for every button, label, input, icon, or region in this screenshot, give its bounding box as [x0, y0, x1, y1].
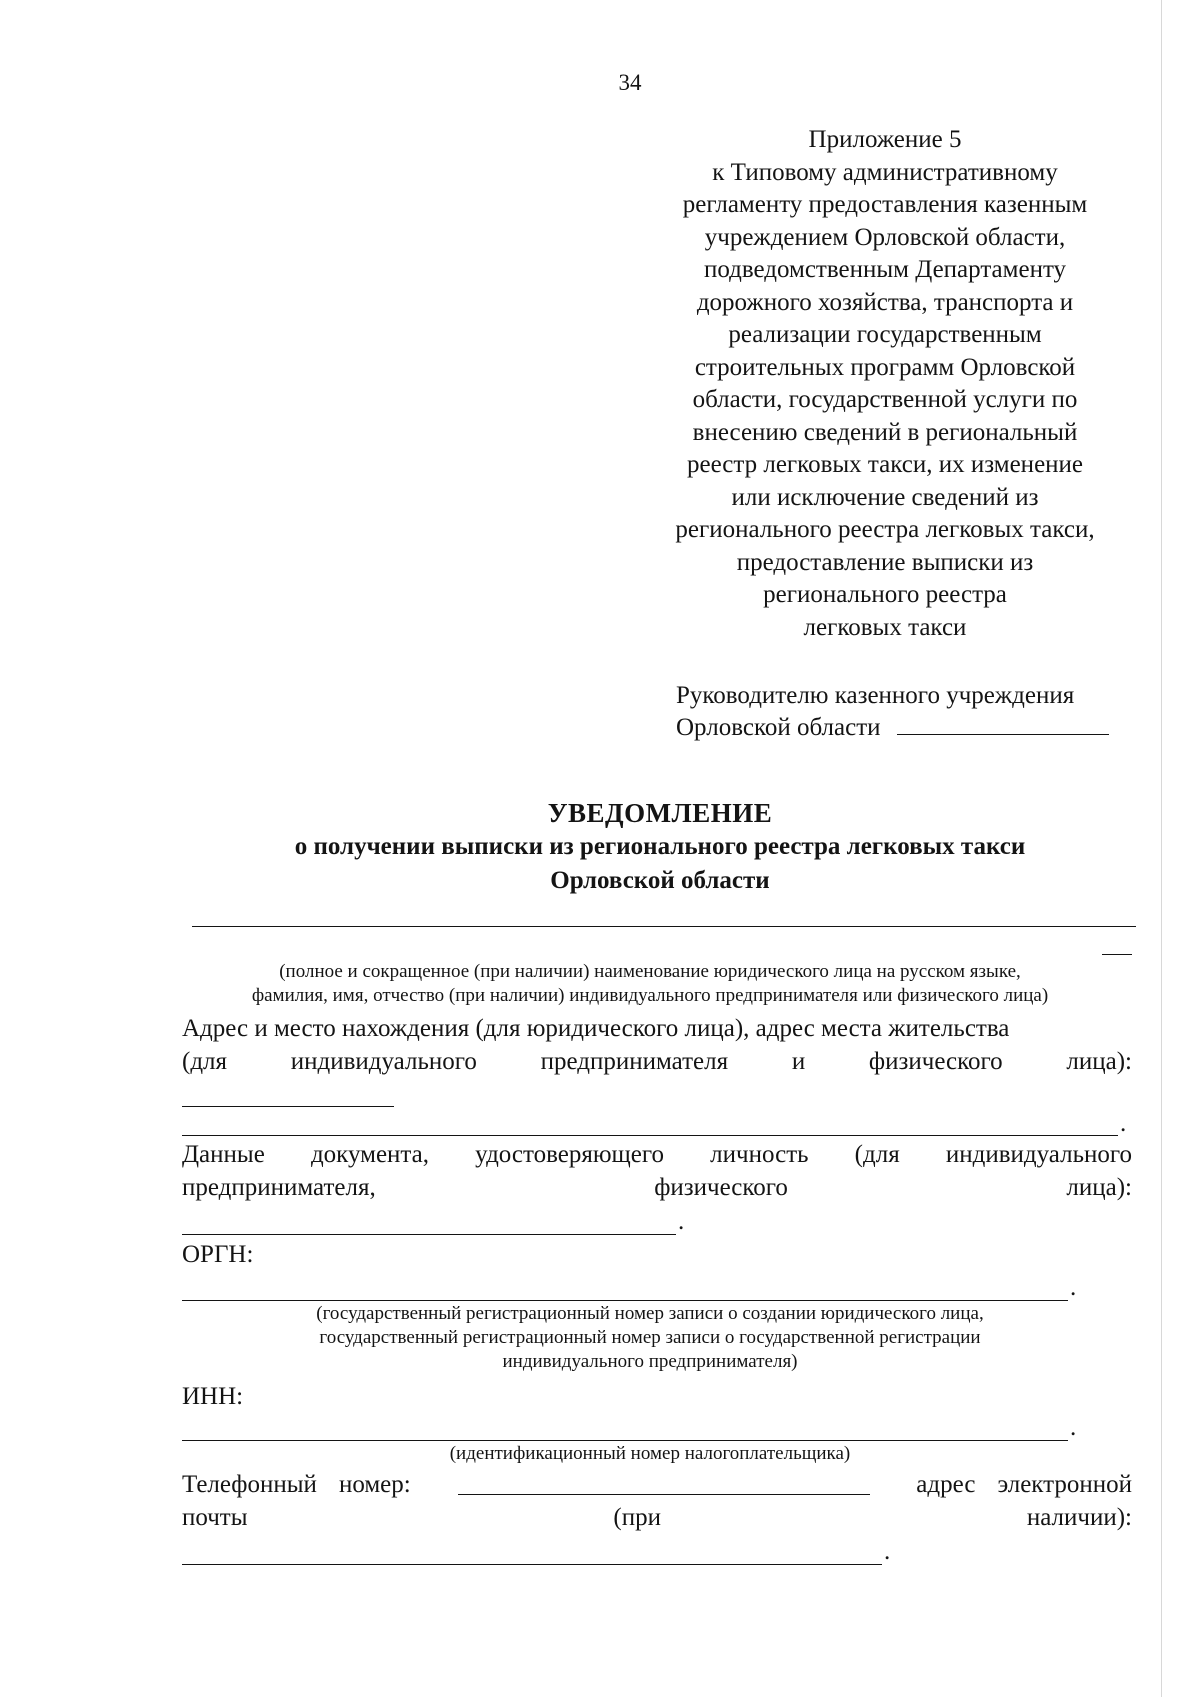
address-word: индивидуального	[290, 1048, 477, 1075]
appendix-line: дорожного хозяйства, транспорта и	[696, 288, 1074, 316]
identity-word: личность	[710, 1141, 809, 1168]
identity-word: предпринимателя,	[182, 1174, 376, 1201]
email-word: (при	[613, 1504, 661, 1531]
identity-label	[182, 1138, 1132, 1204]
addressee-line-2	[676, 712, 1136, 744]
appendix-line: или исключение сведений из	[731, 483, 1039, 511]
page-number: 34	[618, 70, 642, 95]
appendix-line: легковых такси	[803, 613, 967, 641]
appendix-line: регионального реестра	[763, 581, 1007, 608]
identity-word: документа,	[310, 1141, 430, 1168]
inn-field-period: .	[1070, 1414, 1077, 1441]
phone-label	[182, 1468, 411, 1501]
appendix-line: регламенту предоставления казенным	[682, 191, 1088, 218]
inn-caption-line: (идентификационный номер налогоплательщика)	[449, 1443, 851, 1464]
ogrn-label: ОРГН:	[182, 1241, 254, 1268]
scan-edge-line	[1161, 0, 1162, 1697]
applicant-name-field[interactable]	[192, 926, 1136, 927]
email-word: почты	[182, 1504, 248, 1531]
address-line-1	[182, 1012, 1132, 1045]
address-word: лица):	[1066, 1048, 1132, 1075]
address-field-line-1[interactable]	[182, 1106, 394, 1107]
address-line-1-text: Адрес и место нахождения (для юридического лица), адрес места жительства	[182, 1015, 1010, 1042]
title-subtitle-1: о получении выписки из регионального реестра легковых такси	[294, 833, 1026, 860]
addressee-line-1: Руководителю казенного учреждения	[676, 682, 1075, 709]
applicant-caption-line-1: (полное и сокращенное (при наличии) наименование юридического лица на русском языке,	[279, 961, 1021, 982]
identity-word: физического	[654, 1174, 788, 1201]
phone-field[interactable]	[458, 1494, 870, 1495]
inn-label: ИНН:	[182, 1383, 244, 1410]
identity-field-period: .	[678, 1208, 685, 1235]
appendix-line: внесению сведений в региональный	[692, 418, 1078, 446]
email-word: адрес	[916, 1471, 976, 1498]
contacts-label	[182, 1468, 1132, 1534]
inn-caption	[160, 1442, 1140, 1466]
appendix-line: регионального реестра легковых такси,	[675, 516, 1095, 543]
addressee-block	[676, 680, 1136, 744]
title-subtitle-2: Орловской области	[550, 867, 770, 894]
email-field-period: .	[884, 1538, 891, 1565]
address-line-2	[182, 1045, 1132, 1078]
address-word: (для	[182, 1048, 228, 1075]
appendix-line: учреждением Орловской области,	[704, 223, 1066, 251]
appendix-line: строительных программ Орловской	[694, 353, 1076, 381]
appendix-line: подведомственным Департаменту	[703, 256, 1067, 283]
notice-title	[180, 796, 1140, 898]
appendix-line: реестр легковых такси, их изменение	[686, 451, 1084, 478]
email-label	[916, 1468, 1132, 1501]
phone-word: номер:	[338, 1471, 411, 1498]
identity-word: (для	[854, 1141, 900, 1168]
ogrn-field[interactable]	[182, 1300, 1068, 1301]
address-field-line-2[interactable]	[182, 1135, 1118, 1136]
appendix-line: Приложение 5	[808, 126, 962, 153]
ogrn-caption-line-1: (государственный регистрационный номер записи о создании юридического лица,	[316, 1303, 984, 1324]
contacts-line-1	[182, 1468, 1132, 1501]
ogrn-caption-line-2: государственный регистрационный номер записи о государственной регистрации	[319, 1327, 981, 1348]
appendix-line: реализации государственным	[728, 321, 1042, 348]
address-field-period: .	[1120, 1110, 1127, 1137]
identity-word: удостоверяющего	[475, 1141, 665, 1168]
appendix-line: предоставление выписки из	[736, 548, 1034, 576]
identity-line-1	[182, 1138, 1132, 1171]
appendix-header	[640, 124, 1130, 644]
address-label	[182, 1012, 1132, 1078]
identity-line-2	[182, 1171, 1132, 1204]
addressee-name-field[interactable]	[897, 734, 1109, 735]
applicant-caption	[160, 960, 1140, 1008]
title-main: УВЕДОМЛЕНИЕ	[547, 798, 773, 828]
email-word: электронной	[997, 1471, 1132, 1498]
address-word: и	[791, 1048, 806, 1075]
email-word: наличии):	[1026, 1504, 1132, 1531]
appendix-line: области, государственной услуги по	[692, 386, 1078, 413]
identity-word: Данные	[182, 1141, 265, 1168]
inn-field[interactable]	[182, 1440, 1068, 1441]
applicant-name-field-continuation[interactable]	[1102, 954, 1132, 955]
address-word: физического	[868, 1048, 1003, 1075]
contacts-line-2	[182, 1501, 1132, 1534]
email-field[interactable]	[182, 1564, 882, 1565]
identity-word: лица):	[1066, 1174, 1132, 1201]
identity-word: индивидуального	[945, 1141, 1132, 1168]
identity-field[interactable]	[182, 1234, 676, 1235]
appendix-line: к Типовому административному	[712, 158, 1058, 186]
address-word: предпринимателя	[540, 1048, 729, 1075]
applicant-caption-line-2: фамилия, имя, отчество (при наличии) индивидуального предпринимателя или физического лица)	[251, 985, 1049, 1006]
ogrn-caption	[160, 1302, 1140, 1374]
ogrn-caption-line-3: индивидуального предпринимателя)	[502, 1351, 798, 1372]
addressee-region: Орловской области	[676, 714, 881, 741]
ogrn-field-period: .	[1070, 1274, 1077, 1301]
phone-word: Телефонный	[182, 1471, 317, 1498]
